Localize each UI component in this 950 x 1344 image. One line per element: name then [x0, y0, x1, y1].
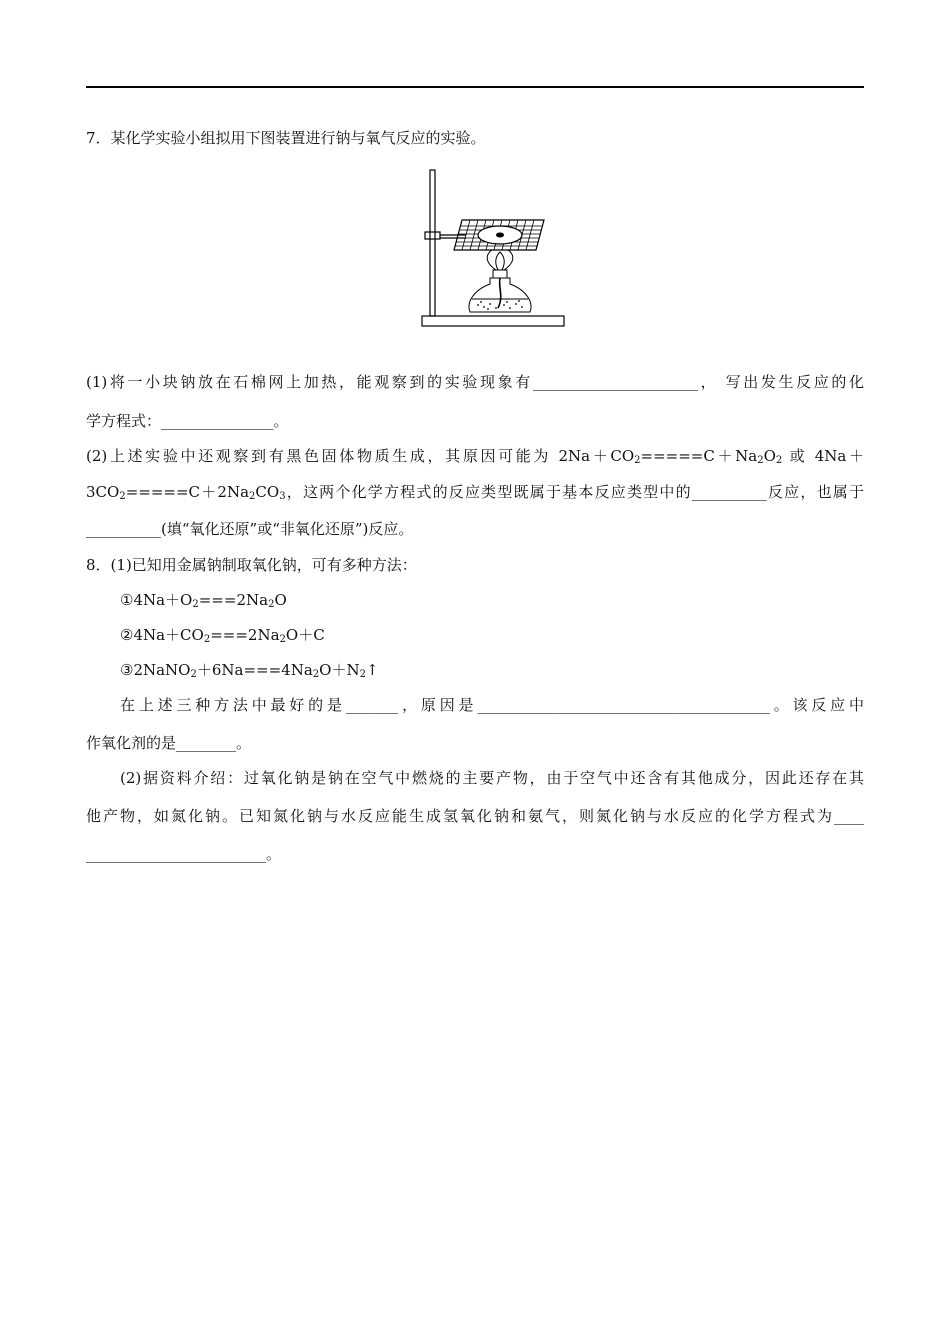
answer-blank[interactable]: __________ [86, 520, 161, 538]
clamp [425, 232, 440, 239]
answer-blank[interactable]: ______________________ [532, 373, 698, 391]
apparatus-figure [418, 166, 568, 330]
q8-part2-line1: (2)据资料介绍：过氧化钠是钠在空气中燃烧的主要产物，由于空气中还含有其他成分，因此还存在其 [120, 769, 864, 787]
q8-intro: 8．(1)已知用金属钠制取氧化钠，可有多种方法： [86, 556, 417, 574]
answer-blank[interactable]: _______________ [161, 412, 274, 430]
lamp-wick-holder [493, 270, 507, 278]
answer-blank[interactable]: _______ [345, 696, 399, 714]
flame [487, 250, 513, 270]
q8-part2-line2: 他产物，如氮化钠。已知氮化钠与水反应能生成氢氧化钠和氨气，则氮化钠与水反应的化学方程式为____ [86, 807, 864, 825]
q8-method-3: $③2NaNO_2+6Na===4Na_2O+N_2↑$ [120, 661, 379, 680]
q7-part2-line1: (2)上述实验中还观察到有黑色固体物质生成，其原因可能为 $2Na+CO_2=====C+Na_2O_2$ 或 4Na＋ [86, 447, 864, 466]
top-rule [86, 86, 864, 88]
stand-base [422, 316, 564, 326]
q8-method-1: $①4Na+O_2===2Na_2O$ [120, 591, 287, 610]
stand-rod [430, 170, 435, 316]
q8-part2-line3: ________________________。 [86, 845, 282, 863]
answer-blank[interactable]: ________________________ [86, 845, 266, 863]
q7-part2-line2: $3CO_2=====C+2Na_2CO_3$，这两个化学方程式的反应类型既属于基本反应类型中的__________反应，也属于 [86, 483, 864, 502]
answer-blank[interactable]: _______________________________________ [477, 696, 770, 714]
answer-blank[interactable]: __________ [691, 483, 767, 501]
q8-method-2: $②4Na+CO_2===2Na_2O+C$ [120, 626, 325, 645]
q8-part1-question-line2: 作氧化剂的是________。 [86, 734, 252, 752]
q7-part2-line3: __________(填“氧化还原”或“非氧化还原”)反应。 [86, 520, 414, 538]
q7-part1-line2: 学方程式：_______________。 [86, 412, 289, 430]
q7-part1-line1: (1)将一小块钠放在石棉网上加热，能观察到的实验现象有______________________， 写出发生反应的化 [86, 373, 864, 391]
answer-blank[interactable]: ____ [834, 807, 864, 825]
q8-part1-question-line1: 在上述三种方法中最好的是_______，原因是_______________________________________。该反应中 [120, 696, 864, 714]
answer-blank[interactable]: ________ [176, 734, 237, 752]
sodium-piece [496, 233, 504, 238]
q7-intro: 7．某化学实验小组拟用下图装置进行钠与氧气反应的实验。 [86, 129, 486, 147]
